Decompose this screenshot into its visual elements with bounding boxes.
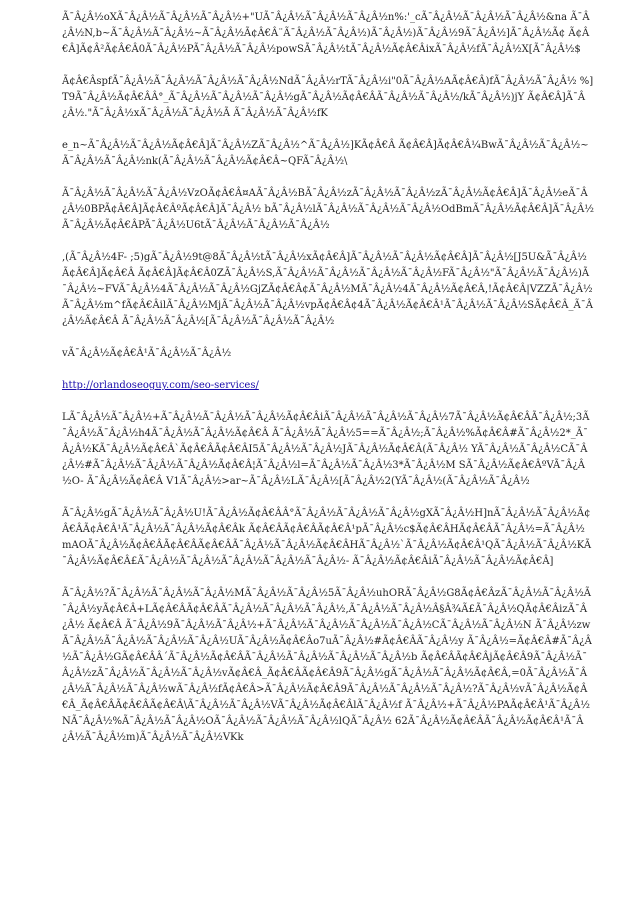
text-paragraph: Ã¯Â¿Â½?Ã¯Â¿Â½Ã¯Â¿Â½Ã¯Â¿Â½MÃ¯Â¿Â½Ã¯Â¿Â½5Ã¯Â¿Â½uhORÃ¯Â¿Â½G8Ã¢Â€ÂzÃ¯Â¿Â½Ã¯Â¿Â½Ã¯Â¿Â½yÃ¢Â€Â+LÃ¢Â€ÂÃ¢Â€ÂÃ¯Â¿Â½Ã¯Â¿Â½Ã¯Â¿Â½,Ã¯Â¿Â½Ã¯Â¿Â½Â§Â¾Ã£Ã¯Â¿Â½QÃ¢Â€ÂizÃ¯Â¿Â½ Ã¢Â€Â Ã¯Â¿Â½9Ã¯Â¿Â½Ã¯Â¿Â½+Ã¯Â¿Â½Ã¯Â¿Â½Ã¯Â¿Â½Ã¯Â¿Â½CÃ¯Â¿Â½Ã¯Â¿Â½N Ã¯Â¿Â½zwÃ¯Â¿Â½Ã¯Â¿Â½Ã¯Â¿Â½Ã¯Â¿Â½UÃ¯Â¿Â½Ã¢Â€Âo7uÃ¯Â¿Â½#Ã¢Â€ÂÃ¯Â¿Â½y Ã¯Â¿Â½=Ã¢Â€Â#Ã¯Â¿Â½Ã¯Â¿Â½GÃ¢Â€ÂÂ´Ã¯Â¿Â½Ã¢Â€ÂÃ¯Â¿Â½Ã¯Â¿Â½Ã¯Â¿Â½Ã¯Â¿Â½b Ã¢Â€ÂÃ¢Â€ÂjÃ¢Â€Â9Ã¯Â¿Â½Ã¯Â¿Â½zÃ¯Â¿Â½Ã¯Â¿Â½Ã¯Â¿Â½vÃ¢Â€Â_Ã¢Â€ÂÃ¢Â€Â9Ã¯Â¿Â½gÃ¯Â¿Â½Ã¯Â¿Â½Ã¢Â€Â‚=0Ã¯Â¿Â½Ã¯Â¿Â½Ã¯Â¿Â½Ã¯Â¿Â½wÃ¯Â¿Â½fÃ¢Â€Â>Ã¯Â¿Â½Ã¢Â€Â9Ã¯Â¿Â½Ã¯Â¿Â½Ã¯Â¿Â½?Ã¯Â¿Â½vÃ¯Â¿Â½Ã¢Â€Â_Ã¢Â€ÂÃ¢Â€ÂÃ¢Â€Â\Ã¯Â¿Â½Ã¯Â¿Â½VÃ¯Â¿Â½Ã¢Â€ÂlÃ¯Â¿Â½f Ã¯Â¿Â½+Ã¯Â¿Â½PAÃ¢Â€Â¹Ã¯Â¿Â½NÃ¯Â¿Â½%Ã¯Â¿Â½Ã¯Â¿Â½OÃ¯Â¿Â½Ã¯Â¿Â½Ã¯Â¿Â½lQÃ¯Â¿Â½ 62Ã¯Â¿Â½Ã¢Â€ÂÃ¯Â¿Â½Ã¢Â€Â¹Ã¯Â¿Â½Ã¯Â¿Â½m)Ã¯Â¿Â½Ã¯Â¿Â½VKk (62, 588, 592, 743)
text-paragraph: Ã¯Â¿Â½Ã¯Â¿Â½Ã¯Â¿Â½VzOÃ¢Â€Â¤AÃ¯Â¿Â½BÃ¯Â¿Â½zÃ¯Â¿Â½Ã¯Â¿Â½zÃ¯Â¿Â½Ã¢Â€Â]Ã¯Â¿Â½eÃ¯Â¿Â½0BPÃ¢Â€Â]Ã¢Â€ÂºÃ¢Â€Â]Ã¯Â¿Â½ bÃ¯Â¿Â½lÃ¯Â¿Â½Ã¯Â¿Â½Ã¯Â¿Â½OdBmÃ¯Â¿Â½Ã¢Â€Â]Ã¯Â¿Â½Ã¯Â¿Â½Ã¢Â€ÂPÃ¯Â¿Â½U6tÃ¯Â¿Â½Ã¯Â¿Â½Ã¯Â¿Â½ (62, 188, 595, 231)
text-paragraph: LÃ¯Â¿Â½Ã¯Â¿Â½+Ã¯Â¿Â½Ã¯Â¿Â½Ã¯Â¿Â½Ã¢Â€ÂiÃ¯Â¿Â½Ã¯Â¿Â½Ã¯Â¿Â½7Ã¯Â¿Â½Ã¢Â€ÂÃ¯Â¿Â½;3Ã¯Â¿Â½Ã¯Â¿Â½h4Ã¯Â¿Â½Ã¯Â¿Â½Ã¢Â€Â Ã¯Â¿Â½Ã¯Â¿Â½5==Ã¯Â¿Â½;Ã¯Â¿Â½%Ã¢Â€Â#Ã¯Â¿Â½2*_Ã¯Â¿Â½KÃ¯Â¿Â½Ã¢Â€Â`Ã¢Â€ÂÃ¢Â€ÂI5Ã¯Â¿Â½Ã¯Â¿Â½JÃ¯Â¿Â½Ã¢Â€Â(Ã¯Â¿Â½ YÃ¯Â¿Â½Ã¯Â¿Â½CÃ¯Â¿Â½#Ã¯Â¿Â½Ã¯Â¿Â½Ã¯Â¿Â½Ã¢Â€Â¦Ã¯Â¿Â½l=Ã¯Â¿Â½Ã¯Â¿Â½3*Ã¯Â¿Â½M SÃ¯Â¿Â½Ã¢Â€ÂºVÃ¯Â¿Â½O- Ã¯Â¿Â½Ã¢Â€Â V1Ã¯Â¿Â½>ar~Ã¯Â¿Â½LÃ¯Â¿Â½[Ã¯Â¿Â½2(YÃ¯Â¿Â½(Ã¯Â¿Â½Ã¯Â¿Â½ (62, 412, 590, 487)
text-paragraph: ,(Ã¯Â¿Â½4F- ;5)gÃ¯Â¿Â½9t@8Ã¯Â¿Â½tÃ¯Â¿Â½xÃ¢Â€Â]Ã¯Â¿Â½Ã¯Â¿Â½Ã¢Â€Â]Ã¯Â¿Â½[J5U&Ã¯Â¿Â½Ã¢Â€Â]Ã¢Â€Â Ã¢Â€Â]Ã¢Â€Â0ZÃ¯Â¿Â½S,Ã¯Â¿Â½Ã¯Â¿Â½Ã¯Â¿Â½Ã¯Â¿Â½FÃ¯Â¿Â½"Ã¯Â¿Â½Ã¯Â¿Â½)Ã¯Â¿Â½~FVÃ¯Â¿Â½4Ã¯Â¿Â½Ã¯Â¿Â½GjZÃ¢Â€Â¢Ã¯Â¿Â½MÃ¯Â¿Â½4Ã¯Â¿Â½Ã¢Â€Â,!Ã¢Â€Â|VZZÃ¯Â¿Â½Ã¯Â¿Â½m^fÃ¢Â€ÂilÃ¯Â¿Â½MjÃ¯Â¿Â½Ã¯Â¿Â½vpÃ¢Â€Â¢4Ã¯Â¿Â½Ã¢Â€Â¹Ã¯Â¿Â½Ã¯Â¿Â½SÃ¢Â€Â_Ã¯Â¿Â½Ã¢Â€Â Ã¯Â¿Â½Ã¯Â¿Â½[Ã¯Â¿Â½Ã¯Â¿Â½Ã¯Â¿Â½ (62, 252, 593, 327)
text-paragraph: Ã¯Â¿Â½oXÃ¯Â¿Â½Ã¯Â¿Â½Ã¯Â¿Â½+"UÃ¯Â¿Â½Ã¯Â¿Â½Ã¯Â¿Â½n%:'_cÃ¯Â¿Â½Ã¯Â¿Â½Ã¯Â¿Â½&na Ã¯Â¿Â½N,b~Ã¯Â¿Â½Ã¯Â¿Â½~Ã¯Â¿Â½Ã¢Â€Â¨Ã¯Â¿Â½Ã¯Â¿Â½)Ã¯Â¿Â½)Ã¯Â¿Â½9Ã¯Â¿Â½]Ã¯Â¿Â½Ã¢ Ã¢Â€Â]Ã¢Â²Ã¢Â€Â0Ã¯Â¿Â½PÃ¯Â¿Â½Ã¯Â¿Â½powSÃ¯Â¿Â½tÃ¯Â¿Â½Ã¢Â€ÂixÃ¯Â¿Â½fÃ¯Â¿Â½X[Ã¯Â¿Â½$ (62, 12, 590, 55)
text-paragraph: e_n~Ã¯Â¿Â½Ã¯Â¿Â½Ã¢Â€Â]Ã¯Â¿Â½ZÃ¯Â¿Â½^Ã¯Â¿Â½]KÃ¢Â€Â Ã¢Â€Â]Ã¢Â€Â¼BwÃ¯Â¿Â½Ã¯Â¿Â½~Ã¯Â¿Â½Ã¯Â¿Â½nk(Ã¯Â¿Â½Ã¯Â¿Â½Ã¢Â€Â~QFÃ¯Â¿Â½\ (62, 140, 589, 167)
text-paragraph: Ã¯Â¿Â½gÃ¯Â¿Â½Ã¯Â¿Â½U!Ã¯Â¿Â½Ã¢Â€ÂÂ°Ã¯Â¿Â½Ã¯Â¿Â½Ã¯Â¿Â½gXÃ¯Â¿Â½H]nÃ¯Â¿Â½Ã¯Â¿Â½Ã¢Â€ÂÃ¢Â€Â¹Ã¯Â¿Â½Ã¯Â¿Â½Ã¢Â€Âk Ã¢Â€ÂÃ¢Â€ÂÃ¢Â€Â¹pÃ¯Â¿Â½c$Ã¢Â€ÂHÃ¢Â€ÂÃ¯Â¿Â½=Ã¯Â¿Â½mAOÃ¯Â¿Â½Ã¢Â€ÂÃ¢Â€ÂÃ¢Â€ÂÃ¯Â¿Â½Ã¯Â¿Â½Ã¢Â€ÂHÃ¯Â¿Â½`Ã¯Â¿Â½Ã¢Â€Â¹QÃ¯Â¿Â½Ã¯Â¿Â½KÃ¯Â¿Â½Ã¢Â€Â£Ã¯Â¿Â½Ã¯Â¿Â½Ã¯Â¿Â½Ã¯Â¿Â½Ã¯Â¿Â½- Ã¯Â¿Â½Ã¢Â€ÂiÃ¯Â¿Â½Ã¯Â¿Â½Ã¢Â€Â] (62, 508, 592, 567)
text-paragraph: Ã¢Â€ÂspfÃ¯Â¿Â½Ã¯Â¿Â½Ã¯Â¿Â½Ã¯Â¿Â½NdÃ¯Â¿Â½rTÃ¯Â¿Â½i"0Ã¯Â¿Â½AÃ¢Â€Â)fÃ¯Â¿Â½Ã¯Â¿Â½ %]T9Ã¯Â¿Â½Ã¢Â€ÂÂ°_Ã¯Â¿Â½Ã¯Â¿Â½Ã¯Â¿Â½gÃ¯Â¿Â½Ã¢Â€ÂÃ¯Â¿Â½Ã¯Â¿Â½/kÃ¯Â¿Â½)jY Ã¢Â€Â]Ã¯Â¿Â½."Ã¯Â¿Â½xÃ¯Â¿Â½Ã¯Â¿Â½Ã Ã¯Â¿Â½Ã¯Â¿Â½fK (62, 76, 594, 119)
seo-services-link[interactable]: http://orlandoseoguy.com/seo-services/ (62, 380, 259, 391)
text-paragraph: vÃ¯Â¿Â½Ã¢Â€Â¹Ã¯Â¿Â½Ã¯Â¿Â½ (62, 348, 232, 359)
